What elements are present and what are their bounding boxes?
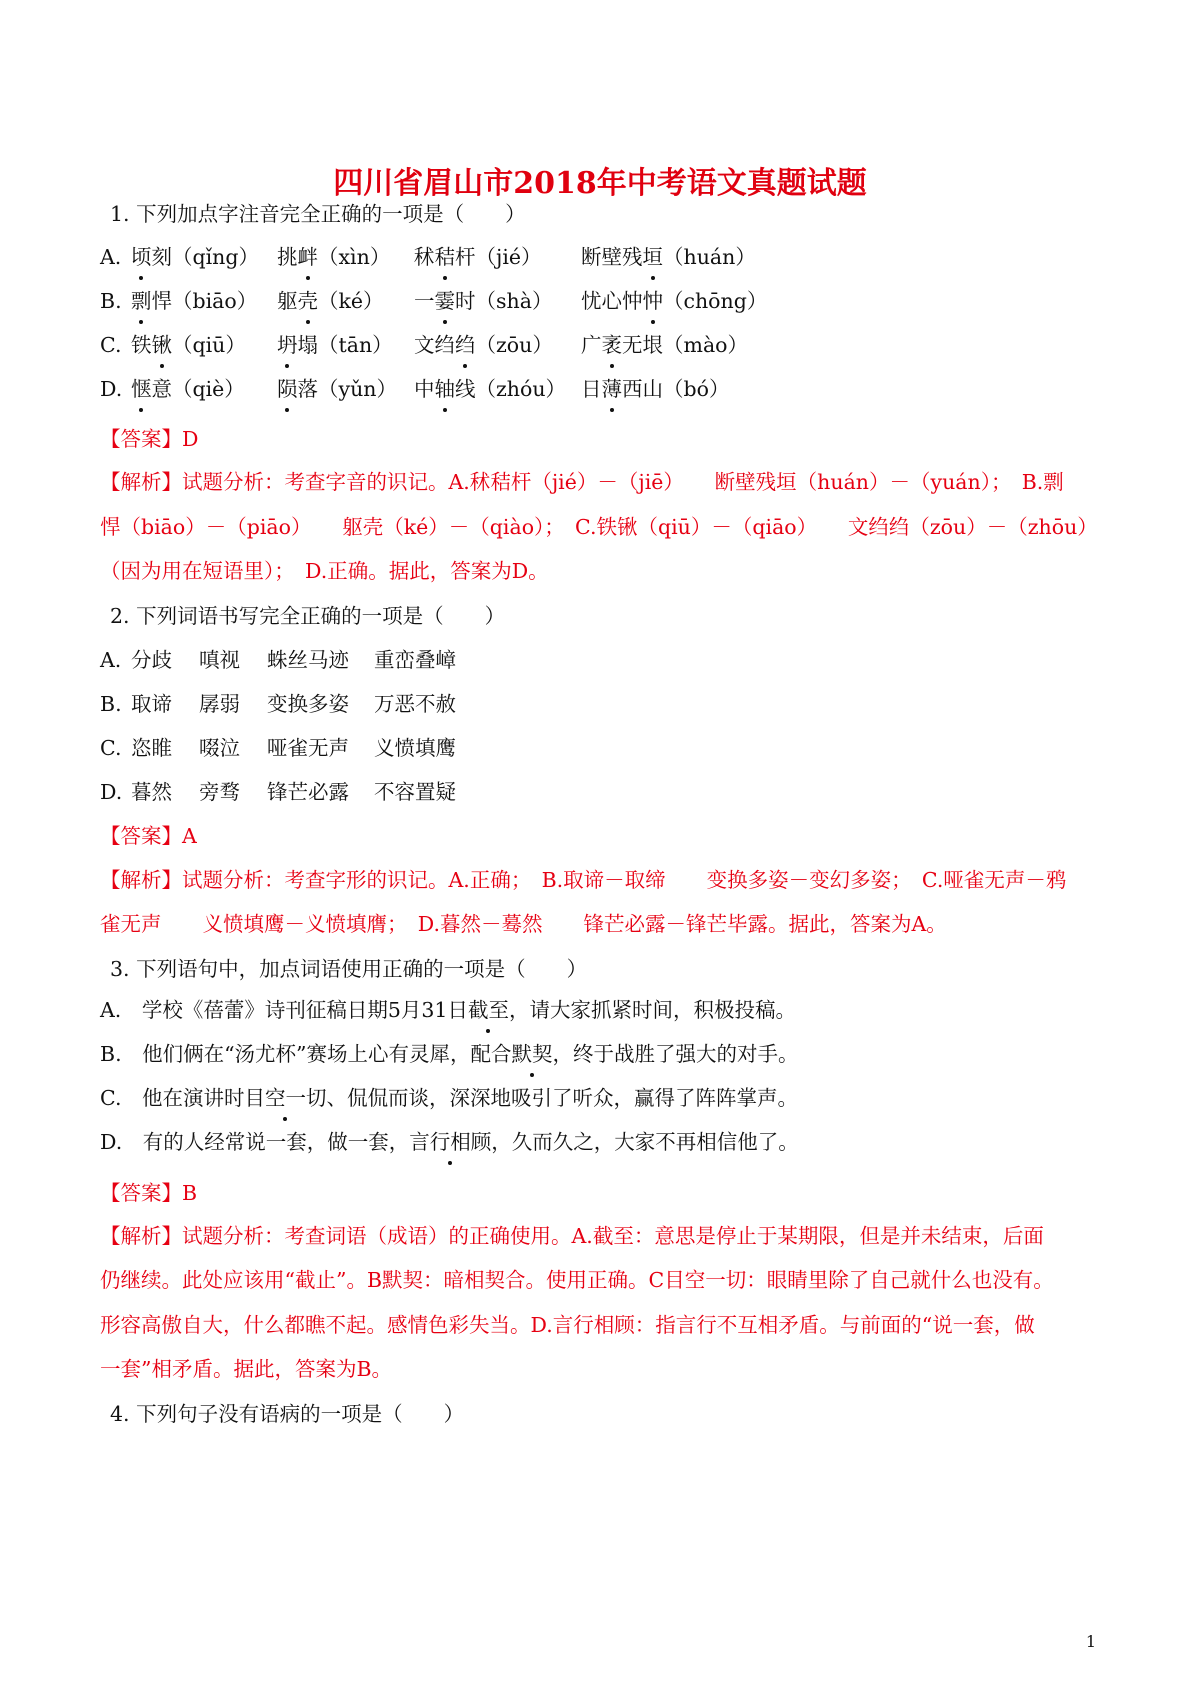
option-label: B. xyxy=(100,692,122,716)
q3-option-b: B. 他们俩在“汤尤杯”赛场上心有灵犀，配合默契，终于战胜了强大的对手。 xyxy=(100,1042,799,1066)
word: 秫秸杆（jié） xyxy=(414,245,542,269)
q2-analysis-line: 【解析】试题分析：考查字形的识记。A.正确； B.取谛－取缔 变换多姿－变幻多姿； C.哑雀无声－鸦 xyxy=(100,868,1067,892)
word: 顷刻（qǐng） xyxy=(131,245,260,269)
word: 暮然 xyxy=(131,780,172,804)
option-label: A. xyxy=(100,648,122,672)
option-label: C. xyxy=(100,333,122,357)
word: 万恶不赦 xyxy=(374,692,456,716)
word: 陨落（yǔn） xyxy=(277,377,397,401)
q3-option-d: D. 有的人经常说一套，做一套，言行相顾，久而久之，大家不再相信他了。 xyxy=(100,1130,799,1154)
word: 中轴线（zhóu） xyxy=(414,377,567,401)
word: 日薄西山（bó） xyxy=(581,377,730,401)
dotted-word: 截至 xyxy=(467,998,509,1022)
option-label: B. xyxy=(100,289,122,313)
q3-analysis-line: 一套”相矛盾。据此，答案为B。 xyxy=(100,1357,393,1381)
word: 啜泣 xyxy=(199,736,240,760)
q4-stem: 4. 下列句子没有语病的一项是（ ） xyxy=(110,1402,465,1426)
word: 哑雀无声 xyxy=(267,736,349,760)
q3-option-a: A. 学校《蓓蕾》诗刊征稿日期5月31日截至，请大家抓紧时间，积极投稿。 xyxy=(100,998,796,1022)
q2-analysis-line: 雀无声 义愤填鹰－义愤填膺； D.暮然－蓦然 锋芒必露－锋芒毕露。据此，答案为A。 xyxy=(100,912,947,936)
word: 躯壳（ké） xyxy=(277,289,384,313)
page-number: 1 xyxy=(1085,1632,1096,1651)
word: 分歧 xyxy=(131,648,172,672)
dotted-word: 目空一切 xyxy=(244,1086,327,1110)
word: 重峦叠嶂 xyxy=(374,648,456,672)
word: 嗔视 xyxy=(199,648,240,672)
word: 坍塌（tān） xyxy=(277,333,393,357)
word: 铁锹（qiū） xyxy=(131,333,246,357)
q3-analysis-line: 仍继续。此处应该用“截止”。B默契：暗相契合。使用正确。C目空一切：眼睛里除了自己就什么也没有。 xyxy=(100,1268,1054,1292)
option-label: C. xyxy=(100,736,122,760)
q1-analysis-line: （因为用在短语里）； D.正确。据此，答案为D。 xyxy=(100,559,549,583)
option-label: D. xyxy=(100,780,123,804)
q1-analysis-line: 【解析】试题分析：考查字音的识记。A.秫秸杆（jié）－（jiē） 断壁残垣（huán）－（yuán）； B.剽 xyxy=(100,470,1064,494)
q1-answer: 【答案】D xyxy=(100,427,199,451)
word: 断壁残垣（huán） xyxy=(581,245,756,269)
word: 锋芒必露 xyxy=(267,780,349,804)
q1-stem: 1. 下列加点字注音完全正确的一项是（ ） xyxy=(110,202,526,226)
option-label: A. xyxy=(100,245,122,269)
option-label: D. xyxy=(100,377,123,401)
word: 变换多姿 xyxy=(267,692,349,716)
word: 剽悍（biāo） xyxy=(131,289,258,313)
word: 孱弱 xyxy=(199,692,240,716)
q1-analysis-line: 悍（biāo）－（piāo） 躯壳（ké）－（qiào）； C.铁锹（qiū）－（qiāo） 文绉绉（zōu）－（zhōu） xyxy=(100,515,1098,539)
word: 旁骛 xyxy=(199,780,240,804)
q3-option-c: C. 他在演讲时目空一切、侃侃而谈，深深地吸引了听众，赢得了阵阵掌声。 xyxy=(100,1086,798,1110)
dotted-word: 默契 xyxy=(511,1042,553,1066)
q3-analysis-line: 【解析】试题分析：考查词语（成语）的正确使用。A.截至：意思是停止于某期限，但是并未结束，后面 xyxy=(100,1224,1044,1248)
word: 蛛丝马迹 xyxy=(267,648,349,672)
q2-stem: 2. 下列词语书写完全正确的一项是（ ） xyxy=(110,604,506,628)
word: 义愤填鹰 xyxy=(374,736,456,760)
dotted-word: 言行相顾 xyxy=(409,1130,492,1154)
q3-stem: 3. 下列语句中，加点词语使用正确的一项是（ ） xyxy=(110,957,588,981)
word: 惬意（qiè） xyxy=(131,377,245,401)
page-title: 四川省眉山市2018年中考语文真题试题 xyxy=(333,166,867,201)
word: 文绉绉（zōu） xyxy=(414,333,553,357)
q2-answer: 【答案】A xyxy=(100,824,197,848)
word: 取谛 xyxy=(131,692,172,716)
q3-analysis-line: 形容高傲自大，什么都瞧不起。感情色彩失当。D.言行相顾：指言行不互相矛盾。与前面的“说一套，做 xyxy=(100,1313,1035,1337)
word: 不容置疑 xyxy=(374,780,456,804)
word: 忧心忡忡（chōng） xyxy=(581,289,768,313)
word: 挑衅（xìn） xyxy=(277,245,391,269)
word: 一霎时（shà） xyxy=(414,289,553,313)
q3-answer: 【答案】B xyxy=(100,1181,198,1205)
word: 恣睢 xyxy=(131,736,172,760)
word: 广袤无垠（mào） xyxy=(581,333,749,357)
